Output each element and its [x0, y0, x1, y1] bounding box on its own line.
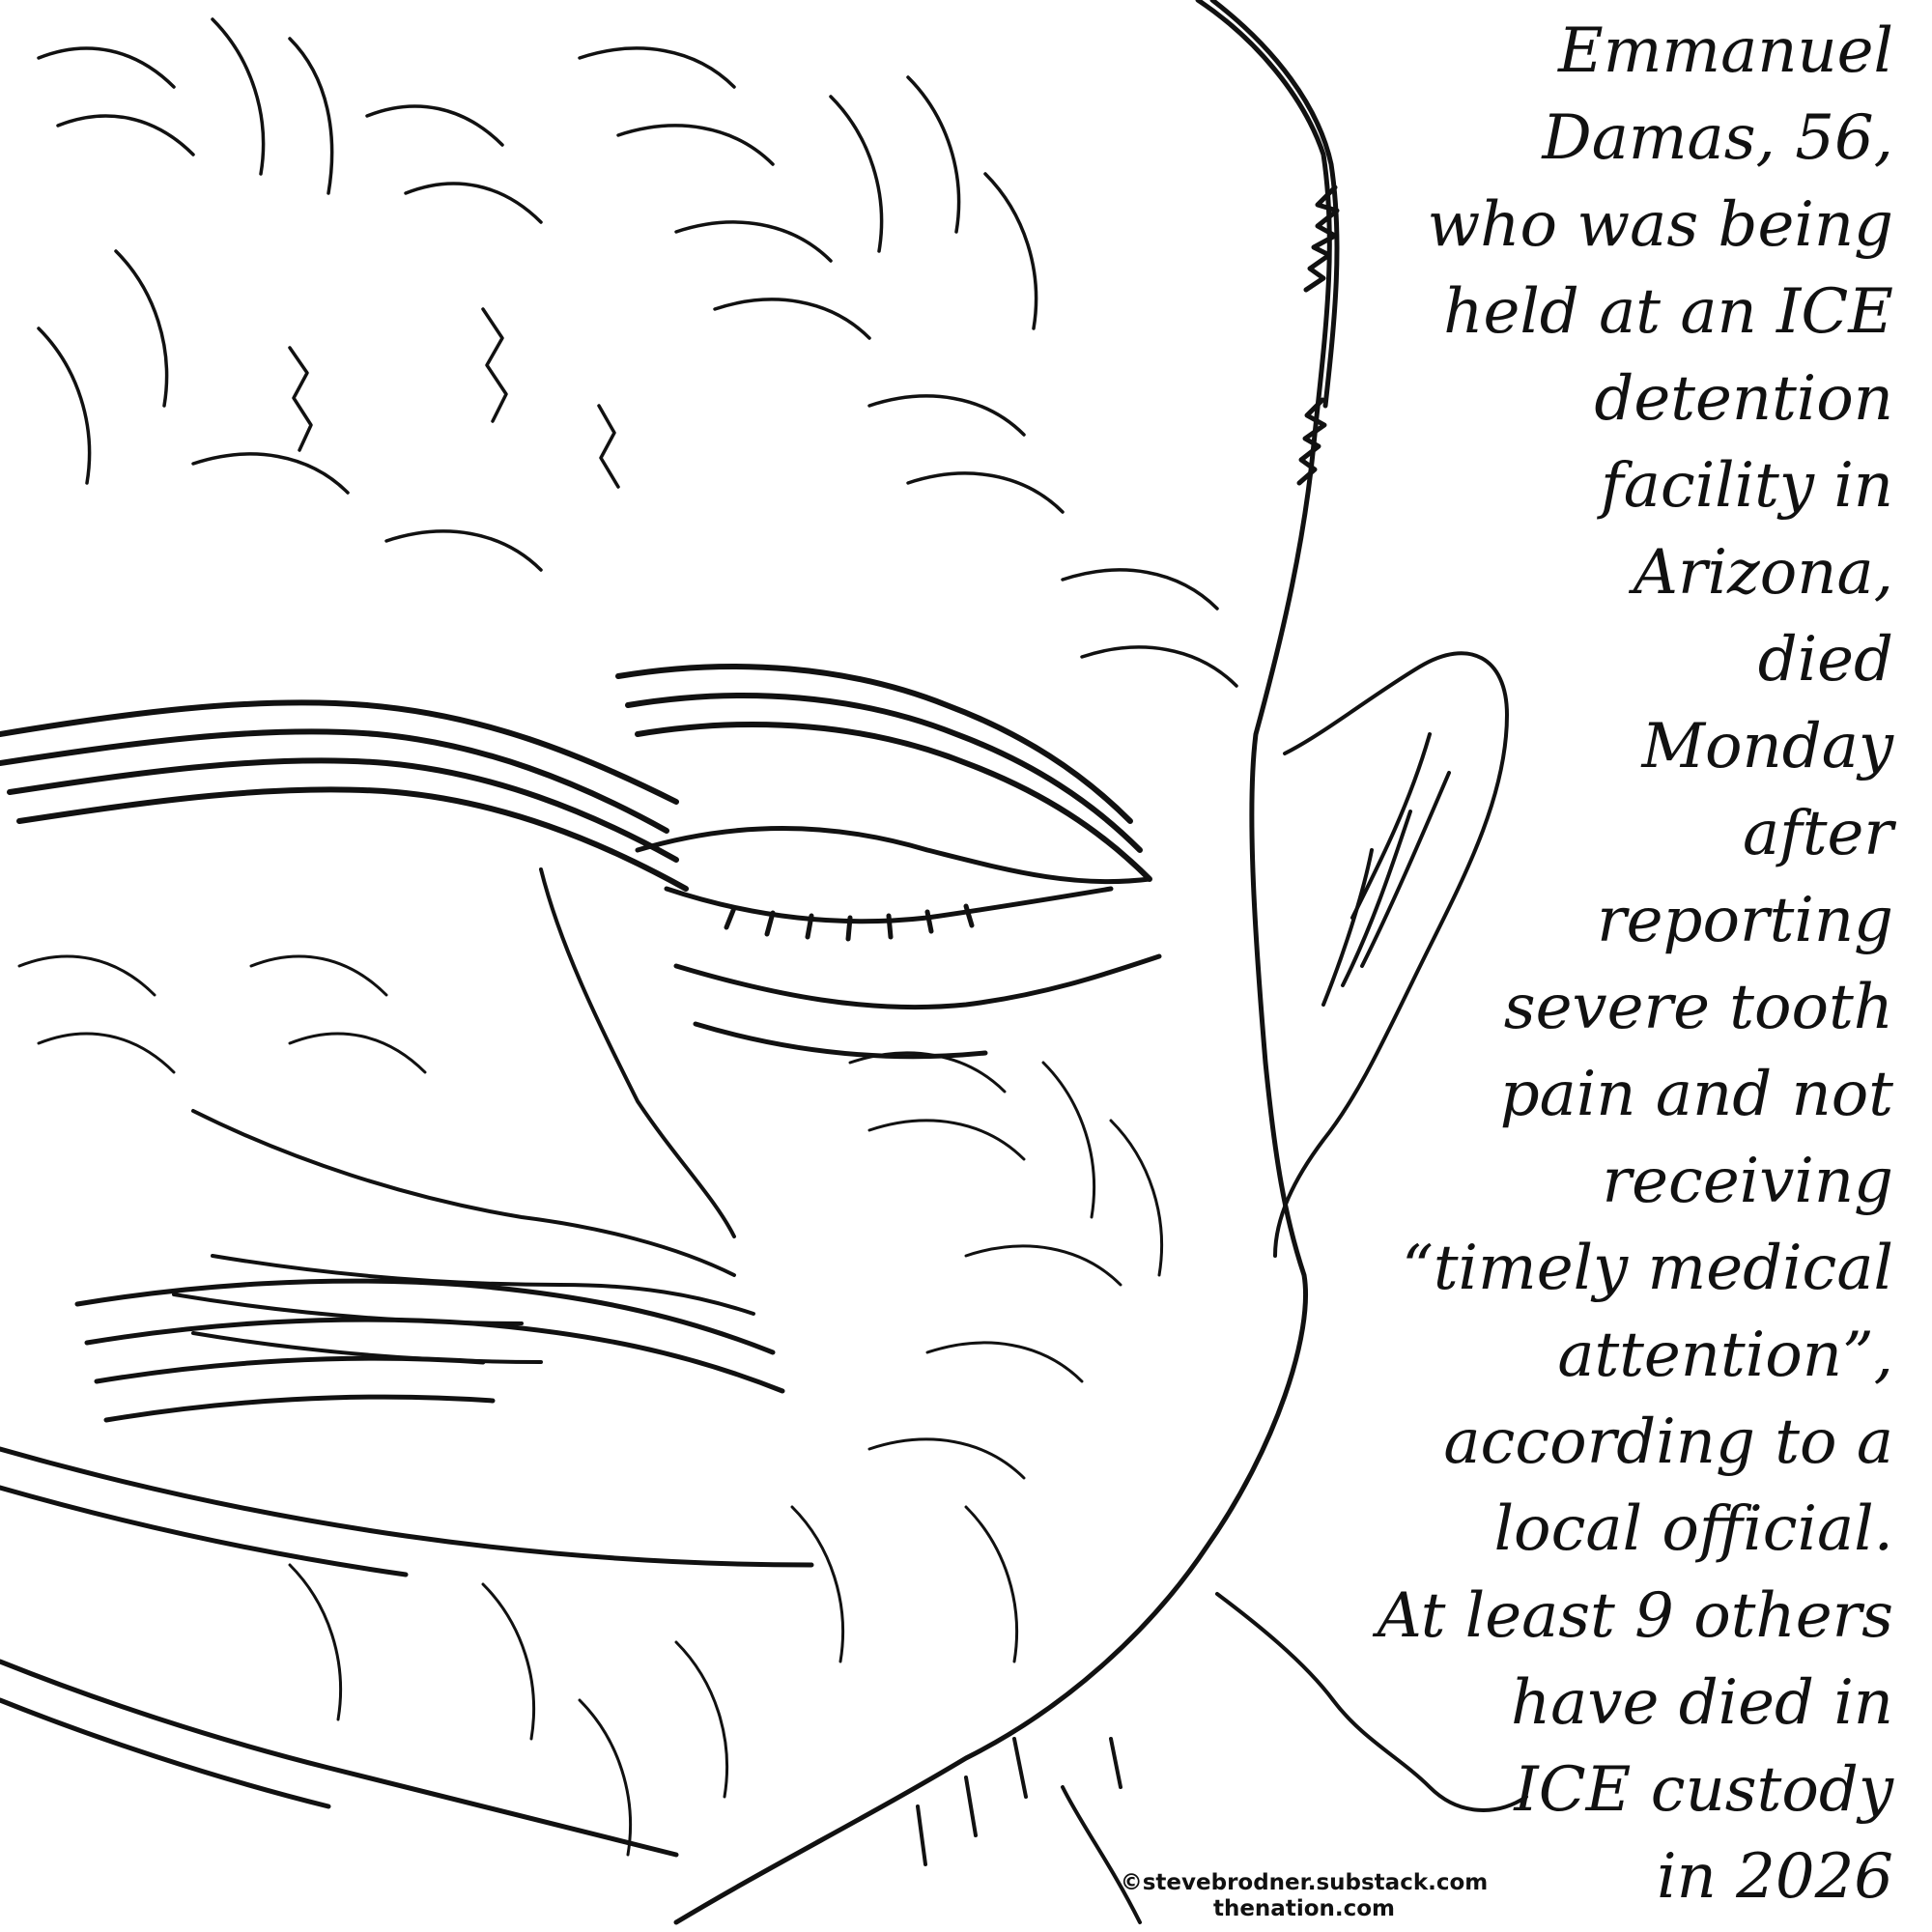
- caption-line: Emmanuel: [1557, 15, 1893, 87]
- caption-line: held at an ICE: [1443, 276, 1893, 348]
- caption-line: ICE custody: [1514, 1754, 1893, 1826]
- caption-line: detention: [1594, 363, 1893, 435]
- caption-line: “timely medical: [1402, 1233, 1893, 1304]
- eyebrow-shading: [0, 667, 1150, 889]
- caption-line: severe tooth: [1503, 972, 1893, 1043]
- caption-line: pain and not: [1499, 1059, 1893, 1130]
- artist-credit: [1053, 1870, 1555, 1922]
- caption-line: Arizona,: [1633, 537, 1893, 609]
- copyright-url: ©stevebrodner.substack.com: [1120, 1870, 1489, 1895]
- closed-eye: [638, 829, 1159, 1057]
- head-outline: [676, 0, 1337, 1922]
- publication-url: thenation.com: [1212, 1896, 1396, 1921]
- caption-line: receiving: [1602, 1146, 1893, 1217]
- caption-line: At least 9 others: [1377, 1580, 1893, 1652]
- caption-line: who was being: [1427, 189, 1893, 261]
- caption-line: in 2026: [1657, 1841, 1893, 1913]
- caption-text: [1294, 8, 1893, 1920]
- mustache-mouth-shading: [0, 1281, 811, 1855]
- caption-line: reporting: [1597, 885, 1893, 956]
- cheek-hatching: [19, 956, 1162, 1855]
- caption-line: Damas, 56,: [1542, 102, 1893, 174]
- caption-line: according to a: [1443, 1406, 1893, 1478]
- caption-line: died: [1757, 624, 1893, 696]
- forehead-hatching: [39, 19, 1236, 686]
- caption-line: local official.: [1493, 1493, 1893, 1565]
- caption-line: have died in: [1510, 1667, 1893, 1739]
- caption-line: attention”,: [1557, 1320, 1893, 1391]
- caption-line: after: [1742, 798, 1893, 869]
- caption-line: Monday: [1641, 711, 1893, 782]
- nose-and-cheek: [174, 869, 753, 1362]
- caption-line: facility in: [1601, 450, 1893, 522]
